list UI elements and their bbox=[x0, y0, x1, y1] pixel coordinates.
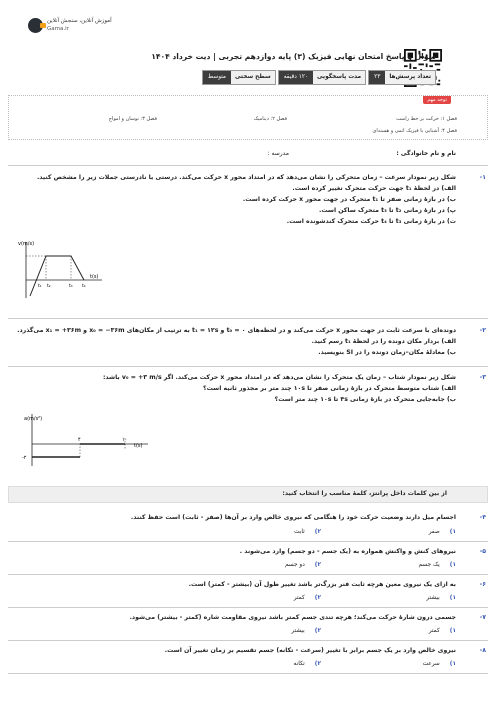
duration: مدت پاسخگویی ۱۲۰ دقیقه bbox=[278, 70, 366, 85]
q5-option-2[interactable]: ۲)دو جسم bbox=[284, 562, 321, 568]
q4-option-2[interactable]: ۲)ثابت bbox=[294, 529, 321, 535]
divider bbox=[8, 366, 488, 367]
brand bbox=[28, 17, 112, 33]
question-number: ۴- bbox=[479, 514, 486, 521]
question-5: نیروهای کنش و واکنش همواره به (یک جسم - دو جسم) وارد می‌شوند . bbox=[239, 548, 456, 555]
question-number: ۸- bbox=[479, 647, 486, 654]
q8-option-2[interactable]: ۲)تکانه bbox=[293, 661, 321, 667]
q5-option-1[interactable]: ۱)یک جسم bbox=[418, 562, 456, 568]
graph2-ylabel: a(m/s²) bbox=[24, 416, 43, 422]
question-4: اجسام میل دارند وضعیت حرکت خود را هنگامی که نیروی خالص وارد بر آن‌ها (صفر - ثابت) است حفظ کنند. bbox=[130, 514, 456, 521]
q7-option-2[interactable]: ۲)بیشتر bbox=[291, 628, 321, 634]
q6-option-2[interactable]: ۲)کمتر bbox=[293, 595, 321, 601]
chapter-3: فصل ۳: نوسان و امواج bbox=[108, 116, 157, 122]
divider bbox=[8, 318, 488, 319]
notes-box bbox=[8, 95, 488, 140]
question-number: ۳- bbox=[479, 374, 486, 381]
question-number: ۷- bbox=[479, 614, 486, 621]
question-number: ۱- bbox=[479, 174, 486, 181]
notes-badge: توجه مهم bbox=[423, 96, 451, 104]
question-number: ۵- bbox=[479, 548, 486, 555]
chapter-4: فصل ۴: آشنایی با فیزیک اتمی و هسته‌ای bbox=[372, 128, 457, 134]
graph2-xlabel: t(s) bbox=[134, 443, 143, 449]
divider bbox=[8, 541, 488, 542]
tick-t4: t₄ bbox=[82, 284, 86, 289]
question-3: شکل زیر نمودار شتاب – زمان یک متحرک را نشان می‌دهد که در امتداد محور x حرکت می‌کند. اگر v₀ = +۳ m/s باشد: الف) شتاب متوسط متحرک در بازهٔ زمانی صفر تا ۱۰s چند متر بر مجذور ثانیه است؟ ب) جابه‌جایی متحرک در بازهٔ زمانی ۴s تا ۱۰s چند متر است؟ bbox=[102, 374, 456, 403]
tick-neg2: -۲ bbox=[22, 455, 27, 461]
divider bbox=[8, 165, 488, 166]
question-1: شکل زیر نمودار سرعت – زمان متحرکی را نشان می‌دهد که در امتداد محور x حرکت می‌کند. درستی یا نادرستی جملات زیر را مشخص کنید. الف) در لحظهٔ t₁ جهت حرکت متحرک تغییر کرده است. ب) در بازهٔ زمانی صفر تا t₁ متحرک در جهت محور x حرکت کرده است. پ) در بازهٔ زمانی t₂ تا t₃ متحرک ساکن است. ت) در بازهٔ زمانی t₃ تا t₄ حرکت متحرک کندشونده است. bbox=[36, 174, 456, 225]
brand-name: آموزش آنلاین، سنجش آنلاین bbox=[47, 18, 112, 24]
divider bbox=[8, 673, 488, 674]
divider bbox=[8, 574, 488, 575]
student-name-label: نام و نام خانوادگی : bbox=[396, 150, 456, 157]
question-count: تعداد پرسش‌ها ۲۳ bbox=[368, 70, 436, 85]
velocity-time-graph bbox=[16, 238, 106, 300]
acceleration-time-graph bbox=[22, 410, 152, 470]
difficulty: سطح سختی متوسط bbox=[202, 70, 276, 85]
q8-option-1[interactable]: ۱)سرعت bbox=[422, 661, 456, 667]
brand-site: Gama.ir bbox=[47, 26, 69, 32]
question-6: به ازای یک نیروی معین هرچه ثابت فنر بزرگ‌تر باشد تغییر طول آن (بیشتر - کمتر) است. bbox=[188, 581, 456, 588]
graph1-xlabel: t(s) bbox=[90, 274, 99, 280]
chapter-2: فصل ۲: دینامیک bbox=[253, 116, 287, 122]
tick-t1: t₁ bbox=[38, 284, 42, 289]
tick-10: ۱۰ bbox=[122, 437, 128, 443]
section-header bbox=[8, 486, 488, 503]
page-title: سوال و پاسخ امتحان نهایی فیزیک (۳) پایه دوازدهم تجربی | دیت خرداد ۱۴۰۴ bbox=[151, 52, 436, 61]
question-number: ۶- bbox=[479, 581, 486, 588]
question-7: جسمی درون شارهٔ حرکت می‌کند؛ هرچه تندی جسم کمتر باشد نیروی مقاومت شاره (کمتر - بیشتر) می‌شود. bbox=[129, 614, 456, 621]
graph1-ylabel: v(m/s) bbox=[18, 241, 35, 247]
tick-t2: t₂ bbox=[47, 284, 51, 289]
gama-logo-icon bbox=[28, 18, 43, 33]
section-title: از بین کلمات داخل پرانتز، کلمهٔ مناسب را انتخاب کنید: bbox=[282, 490, 447, 497]
chapter-1: فصل ۱: حرکت بر خط راست bbox=[396, 116, 457, 122]
q7-option-1[interactable]: ۱)کمتر bbox=[428, 628, 456, 634]
exam-info bbox=[200, 70, 436, 85]
school-label: مدرسه : bbox=[267, 150, 289, 157]
tick-t3: t₃ bbox=[69, 284, 73, 289]
divider bbox=[8, 640, 488, 641]
question-2: دونده‌ای با سرعت ثابت در جهت محور x حرکت می‌کند و در لحظه‌های t₀ = ۰ و t₁ = ۱۲s به ترتیب از مکان‌های x₀ = −۳۶m و x₁ = +۳۶m می‌گذرد. الف) بردار مکان دونده را در لحظهٔ t₁ رسم کنید. ب) معادلهٔ مکان–زمان دونده را در SI بنویسید. bbox=[17, 327, 456, 356]
tick-4: ۴ bbox=[78, 437, 81, 443]
question-8: نیروی خالص وارد بر یک جسم برابر با تغییر (سرعت - تکانه) جسم تقسیم بر زمان تغییر آن است. bbox=[164, 647, 456, 654]
q6-option-1[interactable]: ۱)بیشتر bbox=[426, 595, 456, 601]
q4-option-1[interactable]: ۱)صفر bbox=[428, 529, 456, 535]
question-number: ۲- bbox=[479, 327, 486, 334]
divider bbox=[8, 607, 488, 608]
